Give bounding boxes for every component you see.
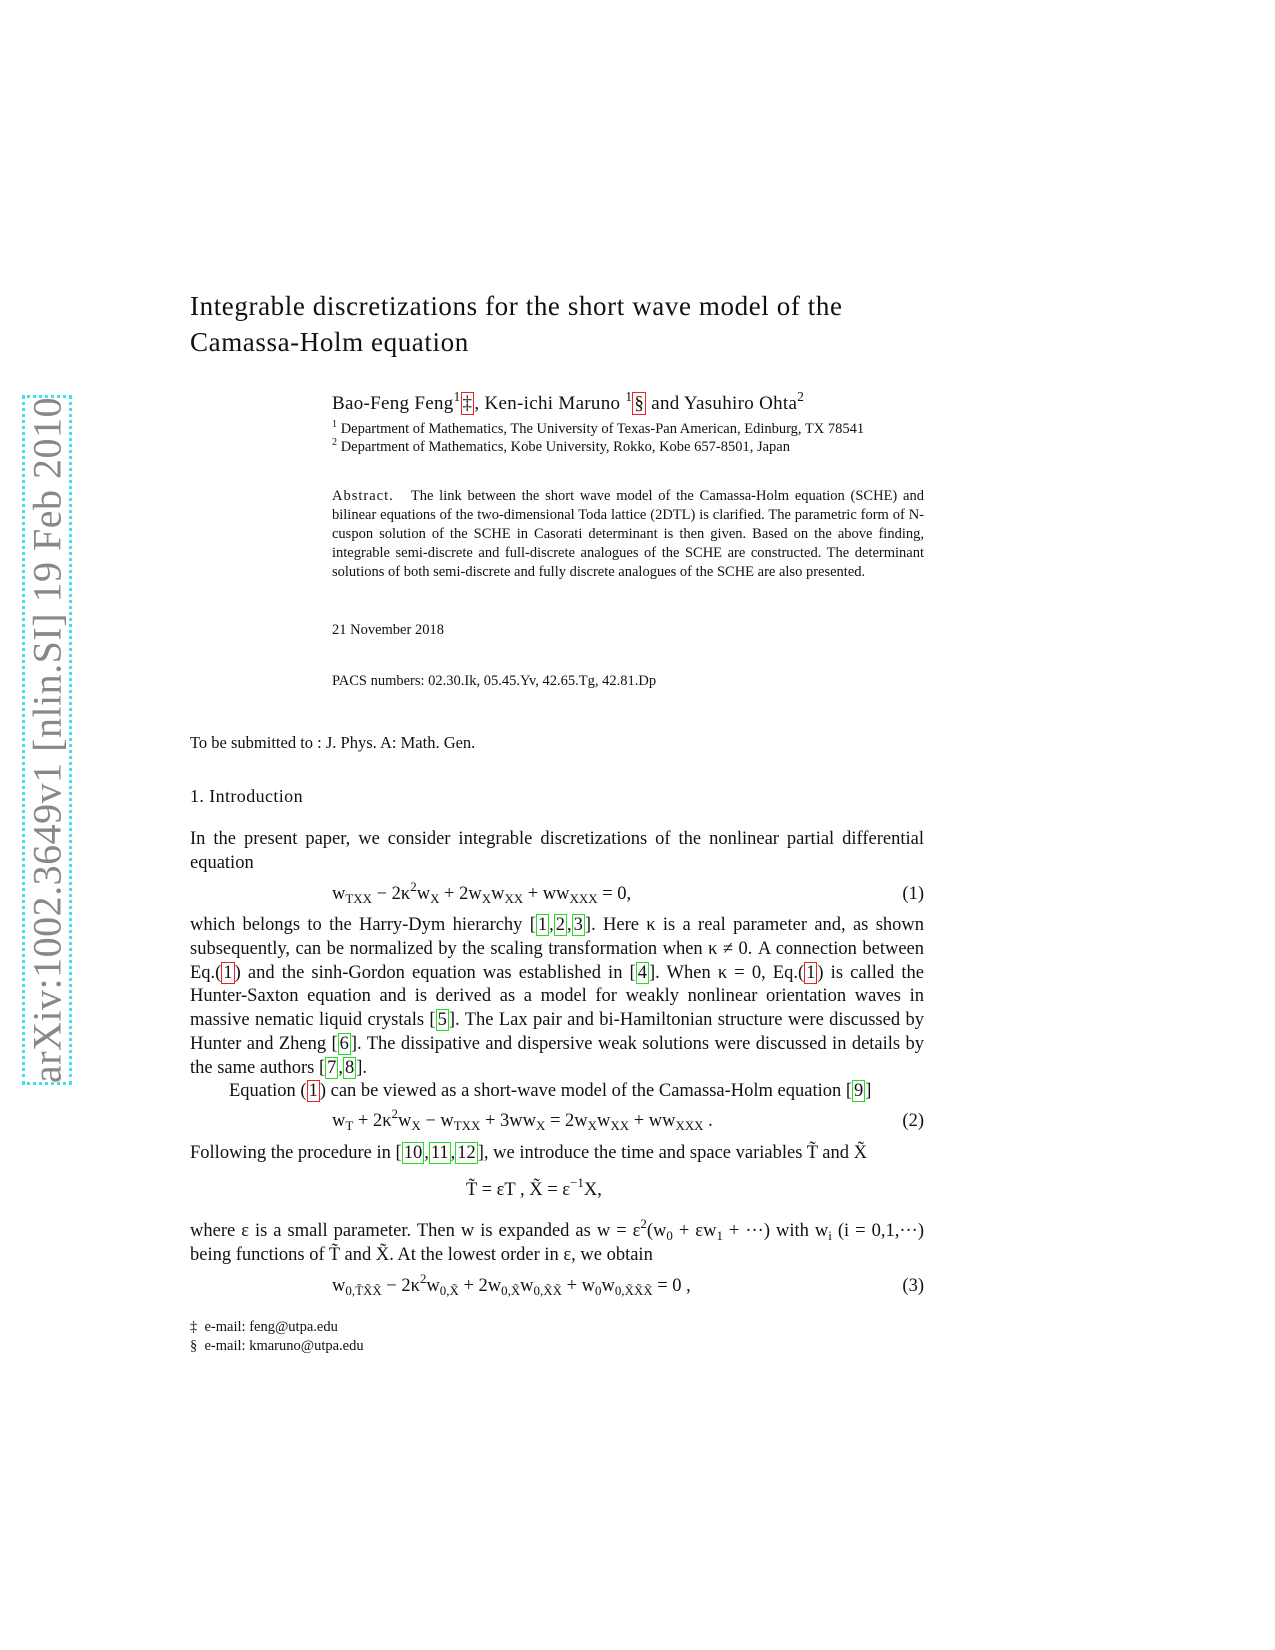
text-run: (w — [646, 1221, 667, 1241]
author-list — [332, 389, 805, 415]
reference-link[interactable]: 9 — [854, 1081, 864, 1101]
footnote-text: e-mail: feng@utpa.edu — [204, 1319, 338, 1335]
footnote-text: e-mail: kmaruno@utpa.edu — [204, 1338, 364, 1354]
text-run: + 2w — [458, 1276, 502, 1296]
affiliation — [332, 438, 864, 456]
text-run: = 2w — [545, 1111, 588, 1131]
subscript: 0,X̃ — [439, 1282, 459, 1298]
text-run: and Yasuhiro Ohta — [646, 393, 798, 414]
equation-3 — [190, 1271, 924, 1302]
text-run: ] — [865, 1081, 872, 1101]
reference-link[interactable]: 1 — [806, 962, 816, 983]
equation-scaling — [190, 1175, 924, 1206]
superscript: 1 — [453, 389, 461, 405]
subscript: i — [828, 1227, 832, 1243]
text-run: ) is called the Hunter-Saxton equation and is derived as a model for weakly nonlinear orientation waves in massive nematic liquid crystals [ — [190, 962, 925, 1031]
text-run: w — [398, 1111, 412, 1131]
text-run: X, — [583, 1180, 602, 1200]
submission-note: To be submitted to : J. Phys. A: Math. Gen. — [190, 733, 476, 752]
text-run: ]. The dissipative and dispersive weak solutions were discussed in details by the same authors [ — [190, 1033, 924, 1078]
superscript: 2 — [419, 1271, 427, 1287]
text-run: = 0, — [597, 884, 632, 904]
text-run: Equation ( — [229, 1081, 307, 1101]
text-run: , — [567, 915, 572, 935]
affiliations — [332, 420, 864, 456]
text-run: + ww — [523, 884, 570, 904]
subscript: X — [411, 1117, 421, 1133]
reference-link[interactable]: 8 — [345, 1057, 355, 1078]
subscript: XXX — [569, 890, 598, 906]
text-run: In the present paper, we consider integrable discretizations of the nonlinear partial differential equation — [190, 829, 924, 873]
footnote — [190, 1318, 364, 1337]
superscript: 1 — [625, 389, 633, 405]
text-run: ) and the sinh-Gordon equation was established in [ — [234, 962, 636, 983]
text-run: w — [520, 1276, 534, 1296]
text-run: w — [416, 884, 431, 904]
abstract-text: The link between the short wave model of the Camassa-Holm equation (SCHE) and bilinear equations of the two-dimensional Toda lattice (2DTL) is clarified. The parametric form of N-cuspon solution of the SCHE in Casorati determinant is then given. Based on the above finding, integrable semi-discrete and full-discrete analogues of the SCHE are constructed. The determinant solutions of both semi-discrete and fully discrete analogues of the SCHE are also presented. — [332, 488, 924, 580]
reference-link[interactable]: 3 — [573, 915, 583, 935]
text-run: ]. When κ = 0, Eq.( — [648, 962, 805, 983]
text-run: − 2κ — [381, 1276, 420, 1296]
subscript: X — [536, 1117, 546, 1133]
subscript: 0 — [594, 1282, 602, 1298]
date: 21 November 2018 — [332, 622, 444, 638]
paragraph — [190, 914, 924, 1081]
reference-link[interactable]: 1 — [308, 1081, 318, 1101]
abstract-label: Abstract. — [332, 488, 394, 504]
reference-link[interactable]: 10 — [403, 1143, 423, 1163]
subscript: TXX — [345, 890, 372, 906]
reference-link[interactable]: 11 — [430, 1143, 449, 1163]
subscript: XX — [504, 890, 524, 906]
text-run: (i = 0,1,···) being functions of T̃ and X̃. At the lowest order in ε, we obtain — [190, 1221, 925, 1265]
subscript: X — [430, 890, 440, 906]
text-run: ]. — [356, 1057, 368, 1078]
abstract — [332, 487, 924, 582]
arxiv-id: arXiv:1002.3649v1 [nlin.SI] 19 Feb 2010 — [24, 396, 70, 1084]
subscript: 1 — [716, 1227, 723, 1243]
reference-link[interactable]: 1 — [537, 915, 548, 935]
subscript: TXX — [453, 1117, 481, 1133]
text-run: , — [549, 915, 554, 935]
text-run: + 2w — [439, 884, 482, 904]
text-run: , — [450, 1143, 456, 1163]
affil-text: Department of Mathematics, The University of Texas-Pan American, Edinburg, TX 78541 — [340, 421, 865, 437]
footnote-mark: ‡ — [190, 1319, 198, 1335]
text-run: + ww — [629, 1111, 676, 1131]
subscript: X — [481, 890, 492, 906]
text-run: where ε is a small parameter. Then w is expanded as w = ε — [190, 1221, 641, 1241]
subscript: XXX — [675, 1117, 704, 1133]
subscript: 0,T̃X̃X̃ — [345, 1282, 382, 1298]
affil-mark: 2 — [332, 436, 338, 448]
text-run: , Ken-ichi Maruno — [474, 393, 626, 414]
reference-link[interactable]: § — [634, 393, 645, 414]
reference-link[interactable]: ‡ — [462, 393, 473, 414]
text-run: + ···) with w — [722, 1221, 829, 1241]
footnote-mark: § — [190, 1338, 198, 1354]
text-run: which belongs to the Harry-Dym hierarchy [ — [190, 915, 536, 935]
superscript: 2 — [410, 879, 417, 895]
paper-title — [190, 288, 930, 360]
affil-text: Department of Mathematics, Kobe University, Rokko, Kobe 657-8501, Japan — [340, 439, 790, 455]
text-run: , — [424, 1143, 429, 1163]
reference-link[interactable]: 4 — [637, 962, 647, 983]
section-heading: 1. Introduction — [190, 786, 303, 806]
equation-1 — [190, 879, 924, 910]
footnote — [190, 1337, 364, 1356]
paragraph — [190, 1080, 924, 1104]
text-run: ) can be viewed as a short-wave model of the Camassa-Holm equation [ — [319, 1081, 853, 1101]
affiliation — [332, 420, 864, 438]
equation-body — [332, 1271, 691, 1298]
reference-link[interactable]: 1 — [223, 962, 233, 983]
text-run: T̃ = εT , X̃ = ε — [466, 1180, 571, 1200]
text-run: w — [332, 1276, 346, 1296]
paragraph — [190, 1216, 925, 1268]
footnotes — [190, 1318, 364, 1356]
text-run: + 3ww — [480, 1111, 537, 1131]
equation-body — [332, 879, 632, 906]
paragraph — [190, 828, 924, 876]
text-run: . — [703, 1111, 713, 1131]
subscript: 0,X̃ — [501, 1282, 521, 1298]
text-run: + w — [561, 1276, 595, 1296]
equation-2 — [190, 1106, 924, 1137]
text-run: , — [338, 1057, 343, 1078]
subscript: X — [587, 1117, 598, 1133]
reference-link[interactable]: 7 — [327, 1057, 337, 1078]
text-run: = 0 , — [652, 1276, 691, 1296]
subscript: XX — [610, 1117, 630, 1133]
subscript: T — [345, 1117, 354, 1133]
equation-number: (2) — [902, 1111, 924, 1131]
text-run: + 2κ — [353, 1111, 392, 1131]
text-run: ], we introduce the time and space variables T̃ and X̃ — [477, 1143, 867, 1163]
pacs-numbers: PACS numbers: 02.30.Ik, 05.45.Yv, 42.65.Tg, 42.81.Dp — [332, 673, 657, 689]
paragraph — [190, 1142, 924, 1166]
text-run: ]. The Lax pair and bi-Hamiltonian structure were discussed by Hunter and Zheng [ — [190, 1010, 924, 1054]
text-run: w — [491, 884, 505, 904]
reference-link[interactable]: 6 — [339, 1033, 349, 1054]
text-run: Bao-Feng Feng — [332, 393, 454, 414]
equation-body — [332, 1106, 713, 1133]
reference-link[interactable]: 2 — [555, 915, 566, 935]
superscript: −1 — [570, 1175, 584, 1191]
equation-number: (1) — [902, 884, 924, 904]
text-run: + εw — [672, 1221, 717, 1241]
text-run: − w — [420, 1111, 454, 1131]
superscript: 2 — [391, 1106, 399, 1122]
title-line: Integrable discretizations for the short wave model of the — [190, 291, 843, 321]
equation-number: (3) — [902, 1276, 924, 1296]
equation-body — [466, 1175, 602, 1201]
text-run: ]. Here κ is a real parameter and, as shown subsequently, can be normalized by the scaling transformation when κ ≠ 0. A connection between Eq.( — [190, 915, 924, 983]
text-run: Following the procedure in [ — [190, 1143, 402, 1163]
text-run: − 2κ — [371, 884, 411, 904]
subscript: 0 — [666, 1227, 673, 1243]
text-run: w — [426, 1276, 440, 1296]
reference-link[interactable]: 12 — [457, 1143, 476, 1163]
text-run: w — [601, 1276, 615, 1296]
text-run: w — [332, 884, 346, 904]
superscript: 2 — [797, 389, 805, 405]
title-line: Camassa-Holm equation — [190, 327, 469, 357]
text-run: w — [597, 1111, 611, 1131]
text-run: w — [332, 1111, 346, 1131]
subscript: 0,X̃X̃X̃ — [614, 1282, 653, 1298]
affil-mark: 1 — [332, 418, 338, 430]
superscript: 2 — [640, 1216, 647, 1232]
arxiv-stamp — [22, 395, 72, 1085]
reference-link[interactable]: 5 — [437, 1010, 447, 1031]
subscript: 0,X̃X̃ — [533, 1282, 562, 1298]
